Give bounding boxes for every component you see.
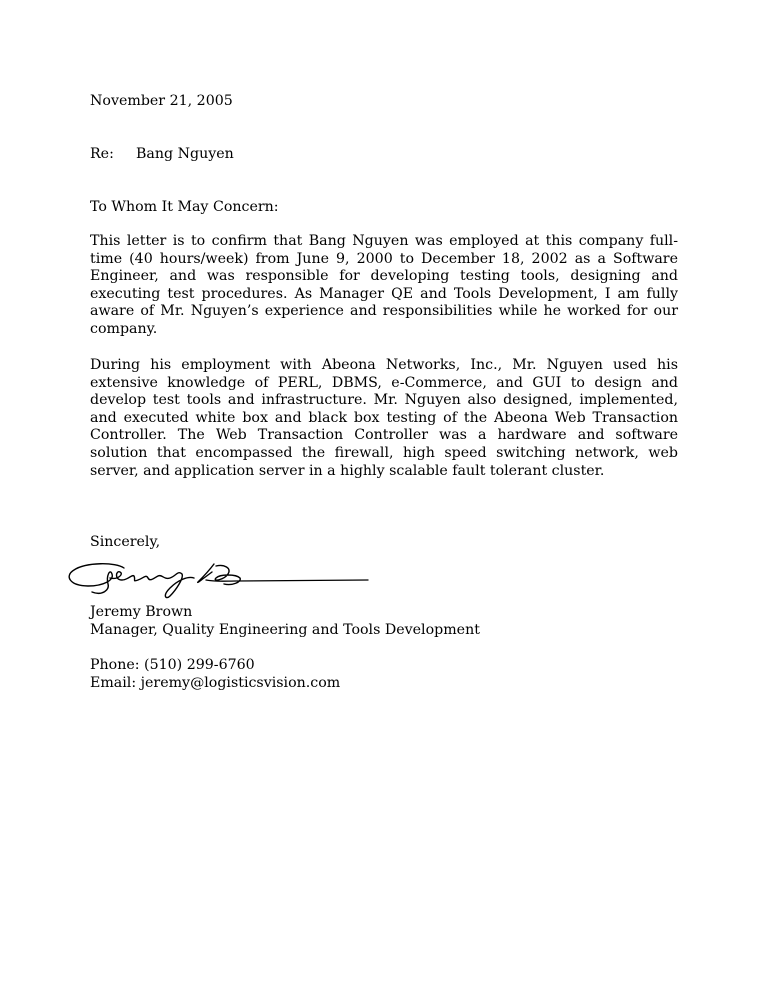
letter-date: November 21, 2005: [90, 93, 233, 109]
signer-title: Manager, Quality Engineering and Tools Development: [90, 622, 480, 638]
closing: Sincerely,: [90, 534, 161, 550]
re-label: Re:: [90, 146, 114, 162]
paragraph-1: This letter is to confirm that Bang Nguyen was employed at this company full-time (40 hours/week) from June 9, 2000 to December 18, 2002 as a Software Engineer, and was responsible for developing testing tools, designing and executing test procedures. As Manager QE and Tools Development, I am fully aware of Mr. Nguyen’s experience and responsibilities while he worked for our company.: [90, 233, 678, 337]
salutation: To Whom It May Concern:: [90, 199, 279, 215]
email: Email: jeremy@logisticsvision.com: [90, 675, 341, 691]
phone: Phone: (510) 299-6760: [90, 657, 255, 673]
re-name: Bang Nguyen: [136, 146, 234, 162]
signer-name: Jeremy Brown: [90, 604, 193, 620]
paragraph-2: During his employment with Abeona Networks, Inc., Mr. Nguyen used his extensive knowledge of PERL, DBMS, e-Commerce, and GUI to design and develop test tools and infrastructure. Mr. Nguyen also designed, implemented, and executed white box and black box testing of the Abeona Web Transaction Controller. The Web Transaction Controller was a hardware and software solution that encompassed the firewall, high speed switching network, web server, and application server in a highly scalable fault tolerant cluster.: [90, 357, 678, 479]
signature-image: [66, 556, 376, 602]
